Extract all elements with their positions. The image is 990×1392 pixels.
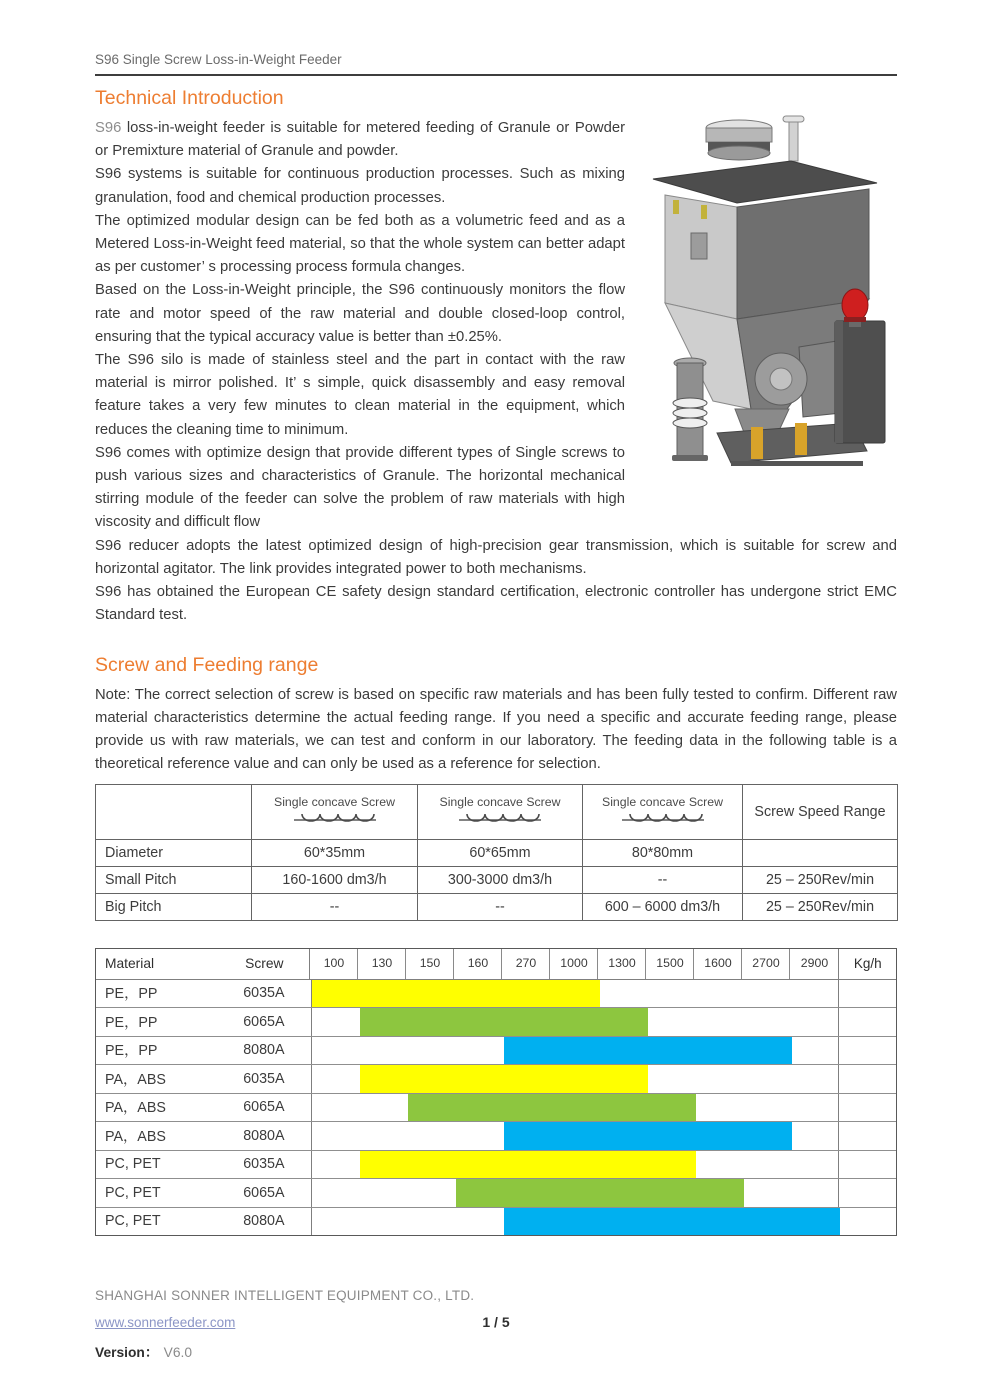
feeding-range-bar	[456, 1179, 744, 1207]
feeding-range-bar	[504, 1208, 840, 1236]
screw-model: 8080A	[243, 1127, 285, 1144]
screw-model: 6035A	[243, 985, 285, 1002]
intro-paragraph: S96 systems is suitable for continuous production processes. Such as mixing granulation, food and chemical production processes.	[95, 166, 625, 206]
document-title: S96 Single Screw Loss-in-Weight Feeder	[95, 52, 342, 67]
row-label: Diameter	[96, 839, 252, 866]
table-cell: 25 – 250Rev/min	[743, 893, 898, 920]
screw-model: 6065A	[243, 1184, 285, 1201]
material-table-header-row	[96, 949, 896, 980]
material-name: PC, PET	[105, 1213, 161, 1230]
section-title-screw-feeding-range: Screw and Feeding range	[95, 654, 319, 677]
material-row	[96, 1065, 896, 1094]
material-name: PA，ABS	[105, 1100, 166, 1117]
row-label: Small Pitch	[96, 866, 252, 893]
document-header	[95, 52, 897, 76]
unit-header: Kg/h	[838, 949, 896, 979]
material-name: PC, PET	[105, 1156, 161, 1173]
product-photo	[639, 117, 897, 487]
company-name: SHANGHAI SONNER INTELLIGENT EQUIPMENT CO., LTD.	[95, 1288, 475, 1304]
feeding-range-bar	[504, 1122, 792, 1150]
intro-paragraph: S96 has obtained the European CE safety design standard certification, electronic controller has undergone strict EMC Standard test.	[95, 584, 897, 624]
range-bar-track	[312, 1008, 839, 1036]
screw-type-label: Single concave Screw	[602, 794, 723, 809]
screw-icon	[292, 811, 378, 829]
material-screw-cell	[96, 1151, 312, 1179]
screw-model: 6035A	[243, 1070, 285, 1087]
range-bar-track	[312, 1037, 839, 1065]
kgh-cell	[838, 1179, 896, 1207]
kgh-cell	[838, 1065, 896, 1093]
feeding-range-bar	[360, 1065, 648, 1093]
flow-column-header: 1500	[646, 949, 694, 979]
screw-spec-header-row	[96, 784, 898, 839]
intro-paragraph: S96 reducer adopts the latest optimized design of high-precision gear transmission, which is suitable for screw and horizontal agitator. The link provides integrated power to both mechanisms.	[95, 537, 897, 577]
row-label: Big Pitch	[96, 893, 252, 920]
intro-text-block	[95, 117, 897, 627]
material-row	[96, 1094, 896, 1123]
flow-column-headers	[310, 949, 838, 979]
screw-type-header	[418, 784, 583, 839]
material-row	[96, 1179, 896, 1208]
table-cell: --	[252, 893, 418, 920]
screw-model: 6065A	[243, 1099, 285, 1116]
screw-model: 8080A	[243, 1213, 285, 1230]
website-link[interactable]: www.sonnerfeeder.com	[95, 1315, 236, 1331]
flow-column-header: 1000	[550, 949, 598, 979]
table-cell: 60*35mm	[252, 839, 418, 866]
feeding-note: Note: The correct selection of screw is based on specific raw materials and has been fully tested to confirm. Different raw material characteristics determine the actual feeding range. If you need a specific and accurate feeding range, please provide us with raw materials, we can test and conform in our laboratory. The feeding data in the following table is a theoretical reference value and can only be used as a reference for selection.	[95, 687, 897, 772]
range-bar-track	[312, 1179, 839, 1207]
material-screw-cell	[96, 1037, 312, 1065]
feeding-range-bar	[504, 1037, 792, 1065]
kgh-cell	[838, 980, 896, 1008]
kgh-cell	[838, 1122, 896, 1150]
material-row	[96, 1151, 896, 1180]
material-row	[96, 1122, 896, 1151]
material-row	[96, 980, 896, 1009]
feeding-range-bar	[408, 1094, 696, 1122]
material-name: PE，PP	[105, 1043, 158, 1060]
table-cell: 160-1600 dm3/h	[252, 866, 418, 893]
page-footer	[95, 1288, 897, 1361]
page-number: 1 / 5	[482, 1314, 510, 1331]
table-cell: 300-3000 dm3/h	[418, 866, 583, 893]
range-bar-track	[312, 1065, 839, 1093]
section-title-technical-introduction: Technical Introduction	[95, 87, 284, 109]
screw-icon	[457, 811, 543, 829]
screw-type-header	[583, 784, 743, 839]
footer-line	[95, 1314, 897, 1332]
feeding-range-bar	[360, 1008, 648, 1036]
screw-speed-range-header: Screw Speed Range	[743, 784, 898, 839]
model-code: S96	[95, 120, 122, 136]
material-screw-cell	[96, 1179, 312, 1207]
screw-type-label: Single concave Screw	[274, 794, 395, 809]
table-cell: --	[418, 893, 583, 920]
version-value: V6.0	[163, 1345, 193, 1361]
table-cell: 80*80mm	[583, 839, 743, 866]
kgh-cell	[838, 1008, 896, 1036]
empty-header-cell	[96, 784, 252, 839]
version-label: Version：	[95, 1345, 159, 1361]
material-screw-header-cell	[96, 949, 310, 979]
intro-paragraph: Based on the Loss-in-Weight principle, the S96 continuously monitors the flow rate and motor speed of the raw material and double closed-loop control, ensuring that the typical accuracy value is better than ±0.25%.	[95, 282, 625, 345]
screw-type-label: Single concave Screw	[439, 794, 561, 809]
flow-column-header: 160	[454, 949, 502, 979]
intro-paragraph: The S96 silo is made of stainless steel and the part in contact with the raw material is mirror polished. It’ s simple, quick disassembly and easy removal feature takes a very few minutes to clean material in the equipment, which reduces the cleaning time to minimum.	[95, 352, 625, 438]
flow-column-header: 2900	[800, 955, 829, 970]
material-row	[96, 1008, 896, 1037]
intro-paragraph: S96 comes with optimize design that provide different types of Single screws to push various sizes and characteristics of Granule. The horizontal mechanical stirring module of the feeder can solve the problem of raw materials with high viscosity and difficult flow	[95, 444, 625, 531]
material-screw-cell	[96, 1008, 312, 1036]
screw-icon	[620, 811, 706, 829]
table-cell	[743, 839, 898, 866]
kgh-cell	[838, 1208, 896, 1236]
range-bar-track	[312, 1151, 839, 1179]
table-cell: 25 – 250Rev/min	[743, 866, 898, 893]
document-page	[95, 52, 897, 1361]
feeding-range-bar	[312, 980, 600, 1008]
material-name: PC, PET	[105, 1184, 161, 1201]
intro-paragraph: The optimized modular design can be fed both as a volumetric feed and as a Metered Loss-in-Weight feed material, so that the whole system can better adapt as per customer’ s processing process formula changes.	[95, 212, 625, 276]
table-row	[96, 893, 898, 920]
flow-column-header: 130	[358, 949, 406, 979]
screw-type-header	[252, 784, 418, 839]
screw-model: 8080A	[243, 1042, 285, 1059]
range-bar-track	[312, 1094, 839, 1122]
range-bar-track	[312, 1122, 839, 1150]
intro-paragraph-text: loss-in-weight feeder is suitable for metered feeding of Granule or Powder or Premixture material of Granule and powder.	[95, 120, 625, 160]
material-screw-cell	[96, 1094, 312, 1122]
material-screw-cell	[96, 1208, 312, 1236]
screw-model: 6065A	[243, 1013, 285, 1030]
table-row	[96, 839, 898, 866]
table-cell: --	[583, 866, 743, 893]
table-row	[96, 866, 898, 893]
material-screw-cell	[96, 980, 312, 1008]
flow-column-header: 270	[502, 949, 550, 979]
material-screw-cell	[96, 1122, 312, 1150]
flow-column-header: 1300	[598, 949, 646, 979]
material-table-body	[96, 980, 896, 1236]
version-line	[95, 1341, 897, 1361]
material-name: PA，ABS	[105, 1128, 166, 1145]
screw-spec-table	[95, 784, 898, 921]
flow-column-header: 2700	[742, 949, 790, 979]
feeding-range-bar	[360, 1151, 696, 1179]
kgh-cell	[838, 1151, 896, 1179]
range-bar-track	[312, 1208, 839, 1236]
material-row	[96, 1208, 896, 1236]
flow-column-header: 1600	[694, 949, 742, 979]
kgh-cell	[838, 1094, 896, 1122]
flow-column-header: 100	[310, 949, 358, 979]
material-row	[96, 1037, 896, 1066]
table-cell: 600 – 6000 dm3/h	[583, 893, 743, 920]
kgh-cell	[838, 1037, 896, 1065]
material-name: PE，PP	[105, 986, 158, 1003]
material-screw-cell	[96, 1065, 312, 1093]
range-bar-track	[312, 980, 839, 1008]
feeder-illustration	[639, 103, 897, 473]
screw-model: 6035A	[243, 1156, 285, 1173]
material-name: PE，PP	[105, 1014, 158, 1031]
screw-header: Screw	[245, 956, 284, 972]
material-header: Material	[105, 956, 155, 972]
flow-column-header: 150	[406, 949, 454, 979]
material-name: PA，ABS	[105, 1071, 166, 1088]
table-cell: 60*65mm	[418, 839, 583, 866]
material-feeding-table	[95, 948, 897, 1237]
